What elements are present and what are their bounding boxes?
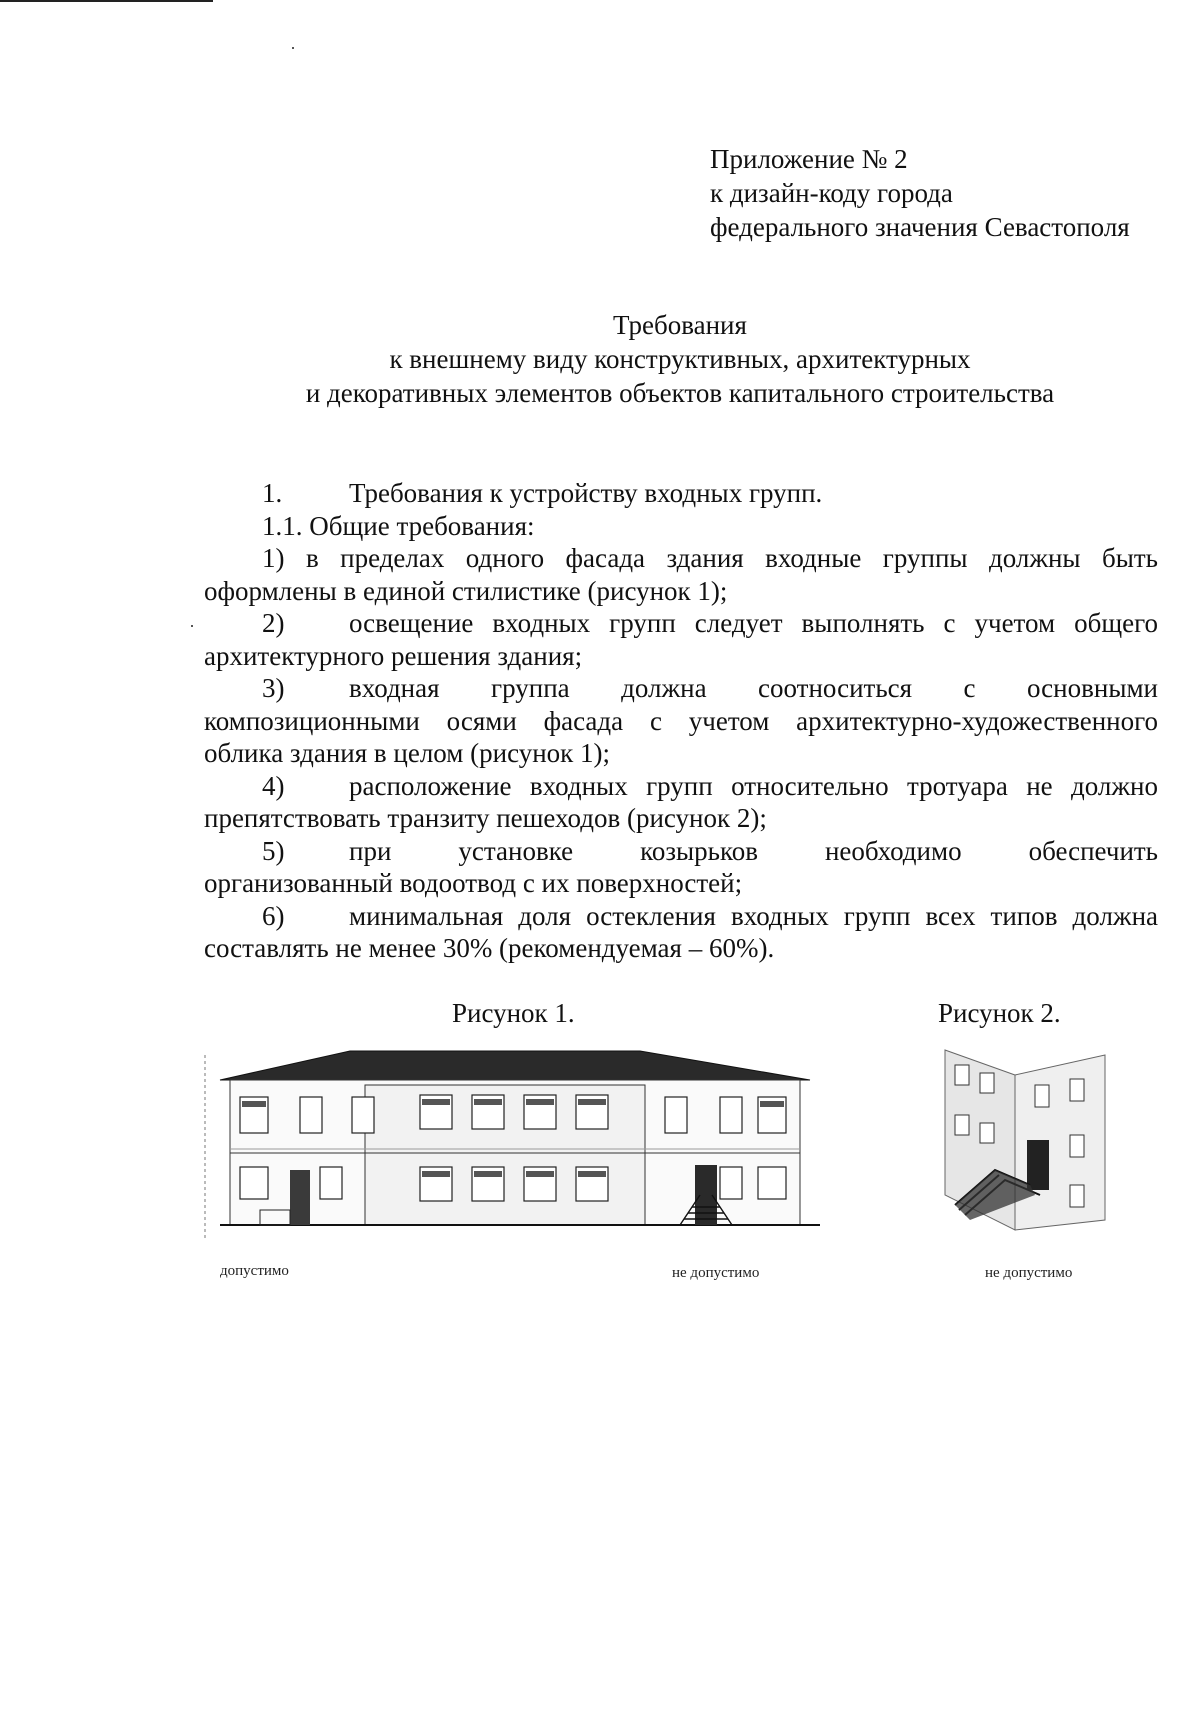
subsection-heading: 1.1. Общие требования: [262, 510, 535, 541]
appendix-line: Приложение № 2 [710, 144, 908, 174]
title-line: и декоративных элементов объектов капитального строительства [305, 378, 1055, 408]
list-item-4-first-line [204, 770, 1158, 803]
list-item-6-rest: составлять не менее 30% (рекомендуемая – 60%). [204, 933, 775, 963]
section-heading [204, 477, 1158, 510]
item-number: 6) [262, 900, 285, 931]
document-title [200, 308, 1160, 410]
section-number: 1. [262, 478, 283, 508]
item-number: 1) [262, 543, 285, 573]
appendix-line: к дизайн-коду города [710, 178, 953, 208]
figure-2-caption: Рисунок 2. [938, 998, 1061, 1028]
appendix-header [710, 142, 1130, 244]
list-item-3-rest: облика здания в целом (рисунок 1); [204, 738, 611, 768]
title-line: к внешнему виду конструктивных, архитектурных [389, 344, 971, 374]
title-line: Требования [613, 310, 747, 340]
scan-speck [191, 625, 193, 627]
list-item-1-rest: оформлены в единой стилистике (рисунок 1); [204, 575, 728, 606]
figure-2-door [1027, 1140, 1049, 1190]
list-item-6-first-line [204, 900, 1158, 933]
top-edge-line [0, 0, 213, 2]
figure-1-acceptable-label: допустимо [220, 1263, 289, 1279]
list-item-5-rest: организованный водоотвод с их поверхностей; [204, 868, 743, 898]
list-item-3-rest: композиционными осями фасада с учетом архитектурно-художественного [204, 705, 1158, 736]
list-item-3-first-line [204, 672, 1158, 705]
list-item-2-rest: архитектурного решения здания; [204, 640, 583, 671]
scan-speck [292, 47, 294, 49]
item-number: 2) [262, 608, 285, 638]
list-item-2-first-line [204, 607, 1158, 640]
figure-2-entrance-illustration [935, 1045, 1115, 1235]
item-number: 5) [262, 835, 285, 866]
figure-1-unacceptable-label: не допустимо [672, 1265, 760, 1281]
requirements-body [204, 477, 1158, 965]
item-text: в пределах одного фасада здания входные группы должны быть [305, 543, 1158, 573]
section-heading-text: Требования к устройству входных групп. [349, 478, 823, 508]
list-item-4-rest: препятствовать транзиту пешеходов (рисунок 2); [204, 803, 767, 833]
right-entrance-door [695, 1165, 717, 1225]
left-entrance-door [290, 1170, 310, 1225]
item-text: при установке козырьков необходимо обеспечить [349, 835, 1158, 866]
list-item-5-first-line [204, 835, 1158, 868]
figure-2-unacceptable-label: не допустимо [985, 1265, 1073, 1281]
item-number: 3) [262, 673, 285, 703]
item-text: минимальная доля остекления входных групп всех типов должна [349, 900, 1158, 931]
appendix-line: федерального значения Севастополя [710, 212, 1130, 242]
item-text: входная группа должна соотноситься с основными [349, 673, 1158, 703]
list-item-1-first-line [204, 542, 1158, 575]
figure-1-facade-illustration [200, 1045, 830, 1245]
item-text: освещение входных групп следует выполнять с учетом общего [349, 608, 1158, 638]
figure-1-caption: Рисунок 1. [452, 998, 575, 1028]
item-number: 4) [262, 770, 285, 801]
item-text: расположение входных групп относительно тротуара не должно [349, 770, 1158, 801]
